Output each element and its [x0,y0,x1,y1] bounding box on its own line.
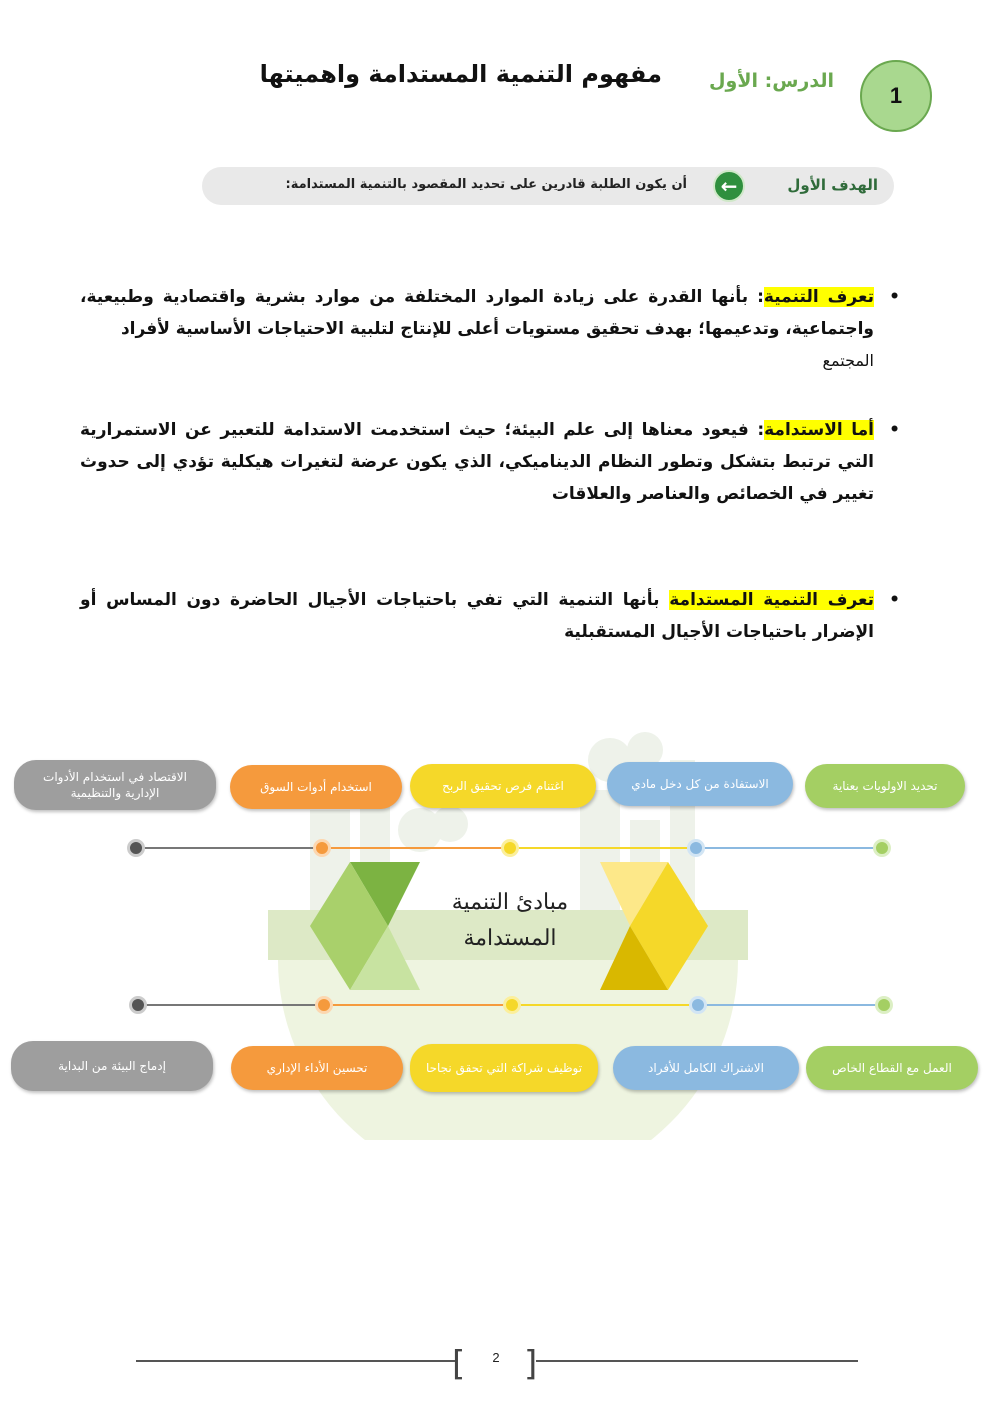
term-highlight: تعرف التنمية [763,287,874,307]
footer-divider [536,1360,858,1362]
definition-sustainable-development [80,584,900,648]
timeline-dot [315,996,333,1014]
principle-box: الاشتراك الكامل للأفراد [613,1046,799,1090]
bullet-icon: • [889,420,900,440]
page-number: 2 [492,1350,500,1365]
principle-box: تحسين الأداء الإداري [231,1046,403,1090]
connector-line [512,1004,698,1006]
definition-development [80,281,900,377]
principle-box: تحديد الاولويات بعناية [805,764,965,808]
principle-box: إدماج البيئة من البداية [11,1041,213,1091]
definition-text: : فيعود معناها إلى علم البيئة؛ حيث استخدمت الاستدامة للتعبير عن الاستمرارية التي ترتبط بتشكل وتطور النظام الديناميكي، الذي يكون عرضة لتغيرات هيكلية تؤدي إلى حدوث تغيير في الخصائص والعناصر والعلاقات [80,420,874,504]
connector-line [136,847,322,849]
timeline-dot [873,839,891,857]
footer-divider [136,1360,456,1362]
principle-box: اغتنام فرص تحقيق الربح [410,764,596,808]
timeline-dot [313,839,331,857]
timeline-dot [127,839,145,857]
definition-text: بأنها التنمية التي تفي باحتياجات الأجيال الحاضرة دون المساس أو الإضرار باحتياجات الأجيال المستقبلية [80,590,874,642]
green-chevron-shape [308,860,424,992]
bracket-right-icon: ] [524,1344,538,1384]
lesson-label: الدرس: الأول [709,70,834,92]
connector-line [510,847,696,849]
goal-title: الهدف الأول [787,176,878,194]
principle-box: الاقتصاد في استخدام الأدوات الإدارية والتنظيمية [14,760,216,810]
principle-box: استخدام أدوات السوق [230,765,402,809]
term-highlight: أما الاستدامة [764,420,875,440]
connector-line [696,847,882,849]
goal-bar [202,167,894,205]
principle-box: توظيف شراكة التي تحقق نجاحا [410,1044,598,1092]
lesson-number-badge: 1 [860,60,932,132]
goal-text: أن يكون الطلبة قادرين على تحديد المقصود بالتنمية المستدامة: [285,177,687,192]
connector-line [324,1004,512,1006]
principle-box: العمل مع القطاع الخاص [806,1046,978,1090]
timeline-dot [501,839,519,857]
timeline-dot [503,996,521,1014]
connector-line [138,1004,324,1006]
connector-line [322,847,510,849]
timeline-dot [687,839,705,857]
timeline-dot [129,996,147,1014]
diagram-center-title: مبادئ التنمية المستدامة [451,890,569,951]
bullet-icon: • [889,590,900,610]
connector-line [698,1004,884,1006]
bullet-icon: • [889,287,900,307]
page-title: مفهوم التنمية المستدامة واهميتها [259,60,662,88]
term-highlight: تعرف التنمية المستدامة [669,590,875,610]
yellow-chevron-shape [596,860,712,992]
timeline-dot [875,996,893,1014]
principle-box: الاستفادة من كل دخل مادي [607,762,793,806]
definition-tail: المجتمع [822,351,874,370]
definition-text: : بأنها القدرة على زيادة الموارد المختلفة من موارد بشرية واقتصادية وطبيعية، واجتماعية، وتدعيمها؛ بهدف تحقيق مستويات أعلى للإنتاج لتلبية الاحتياجات الأساسية لأفراد [80,287,874,339]
definition-sustainability [80,414,900,510]
timeline-dot [689,996,707,1014]
bracket-left-icon: [ [452,1344,466,1384]
arrow-left-icon: ← [713,170,745,202]
